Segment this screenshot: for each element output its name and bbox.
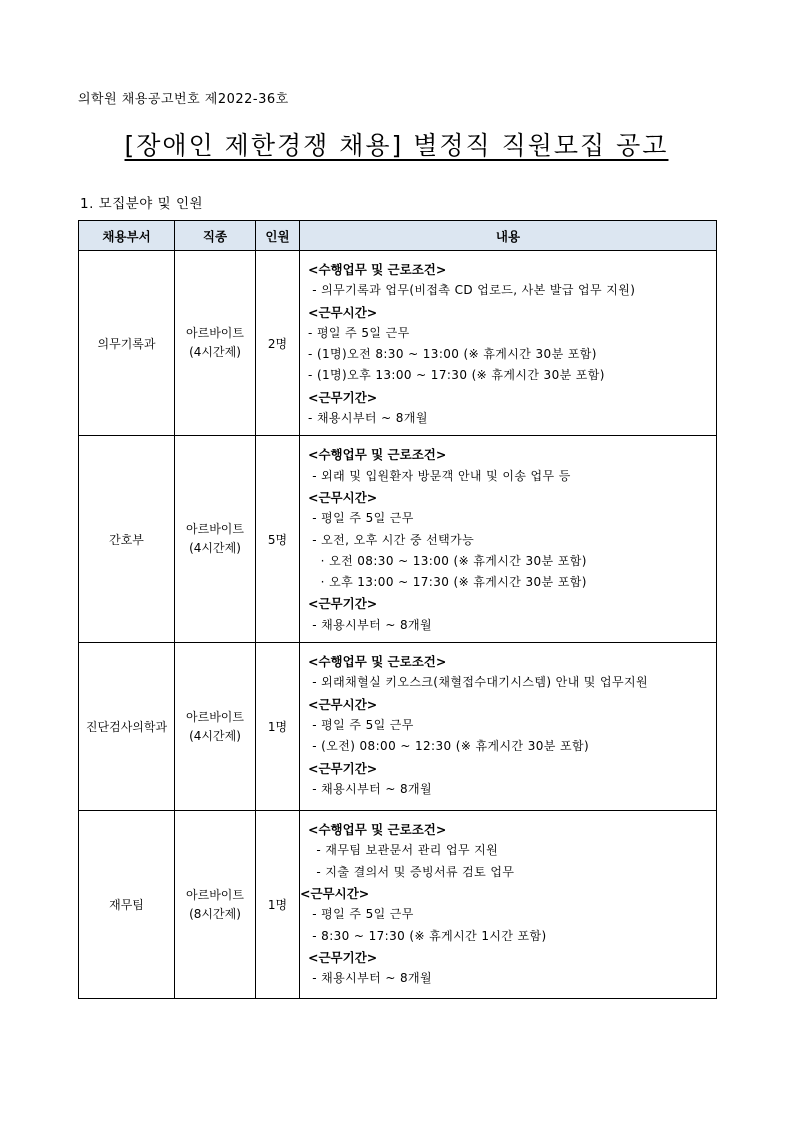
content-line: - (1명)오후 13:00 ~ 17:30 (※ 휴게시간 30분 포함) <box>308 368 605 383</box>
job-type-lines <box>175 520 255 558</box>
content-line: - 평일 주 5일 근무 <box>308 511 414 526</box>
content-cell <box>300 643 717 811</box>
content-subheading: <수행업무 및 근로조건> <box>308 262 447 277</box>
header-job-type: 직종 <box>175 221 256 251</box>
content-subheading: <수행업무 및 근로조건> <box>308 447 447 463</box>
content-line: - 채용시부터 ~ 8개월 <box>308 617 433 632</box>
job-type-cell <box>175 811 256 999</box>
table-header-row <box>79 221 717 251</box>
job-type-lines <box>175 708 255 746</box>
department-cell: 진단검사의학과 <box>79 643 175 811</box>
content-line: - 채용시부터 ~ 8개월 <box>308 971 433 986</box>
content-line: - (1명)오전 8:30 ~ 13:00 (※ 휴게시간 30분 포함) <box>308 347 597 362</box>
table-row <box>79 643 717 811</box>
content-subheading: <근무시간> <box>308 304 378 320</box>
header-content: 내용 <box>300 221 717 251</box>
content-line: · 오전 08:30 ~ 13:00 (※ 휴게시간 30분 포함) <box>308 553 587 568</box>
content-line: - 채용시부터 ~ 8개월 <box>308 411 428 426</box>
content-subheading: <수행업무 및 근로조건> <box>308 654 447 670</box>
content-line: - 평일 주 5일 근무 <box>308 325 410 340</box>
content-line: - 외래 및 입원환자 방문객 안내 및 이송 업무 등 <box>308 468 571 483</box>
notice-number: 의학원 채용공고번호 제2022-36호 <box>78 92 289 107</box>
job-type-lines <box>175 324 255 362</box>
content-line: · 오후 13:00 ~ 17:30 (※ 휴게시간 30분 포함) <box>308 575 587 590</box>
content-line: - 평일 주 5일 근무 <box>308 907 414 922</box>
content-line: - 재무팀 보관문서 관리 업무 지원 <box>308 843 499 858</box>
content-cell <box>300 811 717 999</box>
department-cell: 간호부 <box>79 436 175 643</box>
content-subheading: <근무시간> <box>300 885 370 901</box>
page-title-text: [장애인 제한경쟁 채용] 별정직 직원모집 공고 <box>124 131 669 160</box>
department-cell: 재무팀 <box>79 811 175 999</box>
content-subheading: <근무기간> <box>308 389 378 405</box>
page-title <box>0 126 793 162</box>
content-line: - 채용시부터 ~ 8개월 <box>308 781 433 796</box>
headcount-cell: 1명 <box>256 643 300 811</box>
job-type-cell <box>175 436 256 643</box>
recruitment-table <box>78 220 717 999</box>
job-type-lines <box>175 886 255 924</box>
job-type-text: (8시간제) <box>189 906 241 921</box>
job-type-text: (4시간제) <box>189 345 241 360</box>
job-type-text: 아르바이트 <box>186 326 244 341</box>
headcount-cell: 2명 <box>256 251 300 436</box>
job-type-text: (4시간제) <box>189 728 241 743</box>
content-cell <box>300 436 717 643</box>
job-type-text: (4시간제) <box>189 541 241 556</box>
header-count: 인원 <box>256 221 300 251</box>
content-line: - 오전, 오후 시간 중 선택가능 <box>308 532 475 547</box>
content-line: - 의무기록과 업무(비접촉 CD 업로드, 사본 발급 업무 지원) <box>308 283 636 298</box>
headcount-cell: 5명 <box>256 436 300 643</box>
job-type-text: 아르바이트 <box>186 709 244 724</box>
content-subheading: <수행업무 및 근로조건> <box>308 822 447 838</box>
content-subheading: <근무시간> <box>308 696 378 712</box>
header-department: 채용부서 <box>79 221 175 251</box>
content-subheading: <근무기간> <box>308 760 378 776</box>
content-line: - 평일 주 5일 근무 <box>308 717 414 732</box>
content-subheading: <근무기간> <box>308 596 378 612</box>
content-subheading: <근무시간> <box>308 489 378 505</box>
job-type-text: 아르바이트 <box>186 887 244 902</box>
content-line: - (오전) 08:00 ~ 12:30 (※ 휴게시간 30분 포함) <box>308 739 590 754</box>
table-row <box>79 251 717 436</box>
job-type-cell <box>175 643 256 811</box>
section-heading: 1. 모집분야 및 인원 <box>80 196 204 212</box>
table-row <box>79 436 717 643</box>
content-line: - 외래채혈실 키오스크(채혈접수대기시스템) 안내 및 업무지원 <box>308 675 648 690</box>
table-row <box>79 811 717 999</box>
job-type-text: 아르바이트 <box>186 522 244 537</box>
headcount-cell: 1명 <box>256 811 300 999</box>
content-line: - 8:30 ~ 17:30 (※ 휴게시간 1시간 포함) <box>308 928 547 943</box>
job-type-cell <box>175 251 256 436</box>
content-line: - 지출 결의서 및 증빙서류 검토 업무 <box>308 864 515 879</box>
content-cell <box>300 251 717 436</box>
content-subheading: <근무기간> <box>308 949 378 965</box>
department-cell: 의무기록과 <box>79 251 175 436</box>
